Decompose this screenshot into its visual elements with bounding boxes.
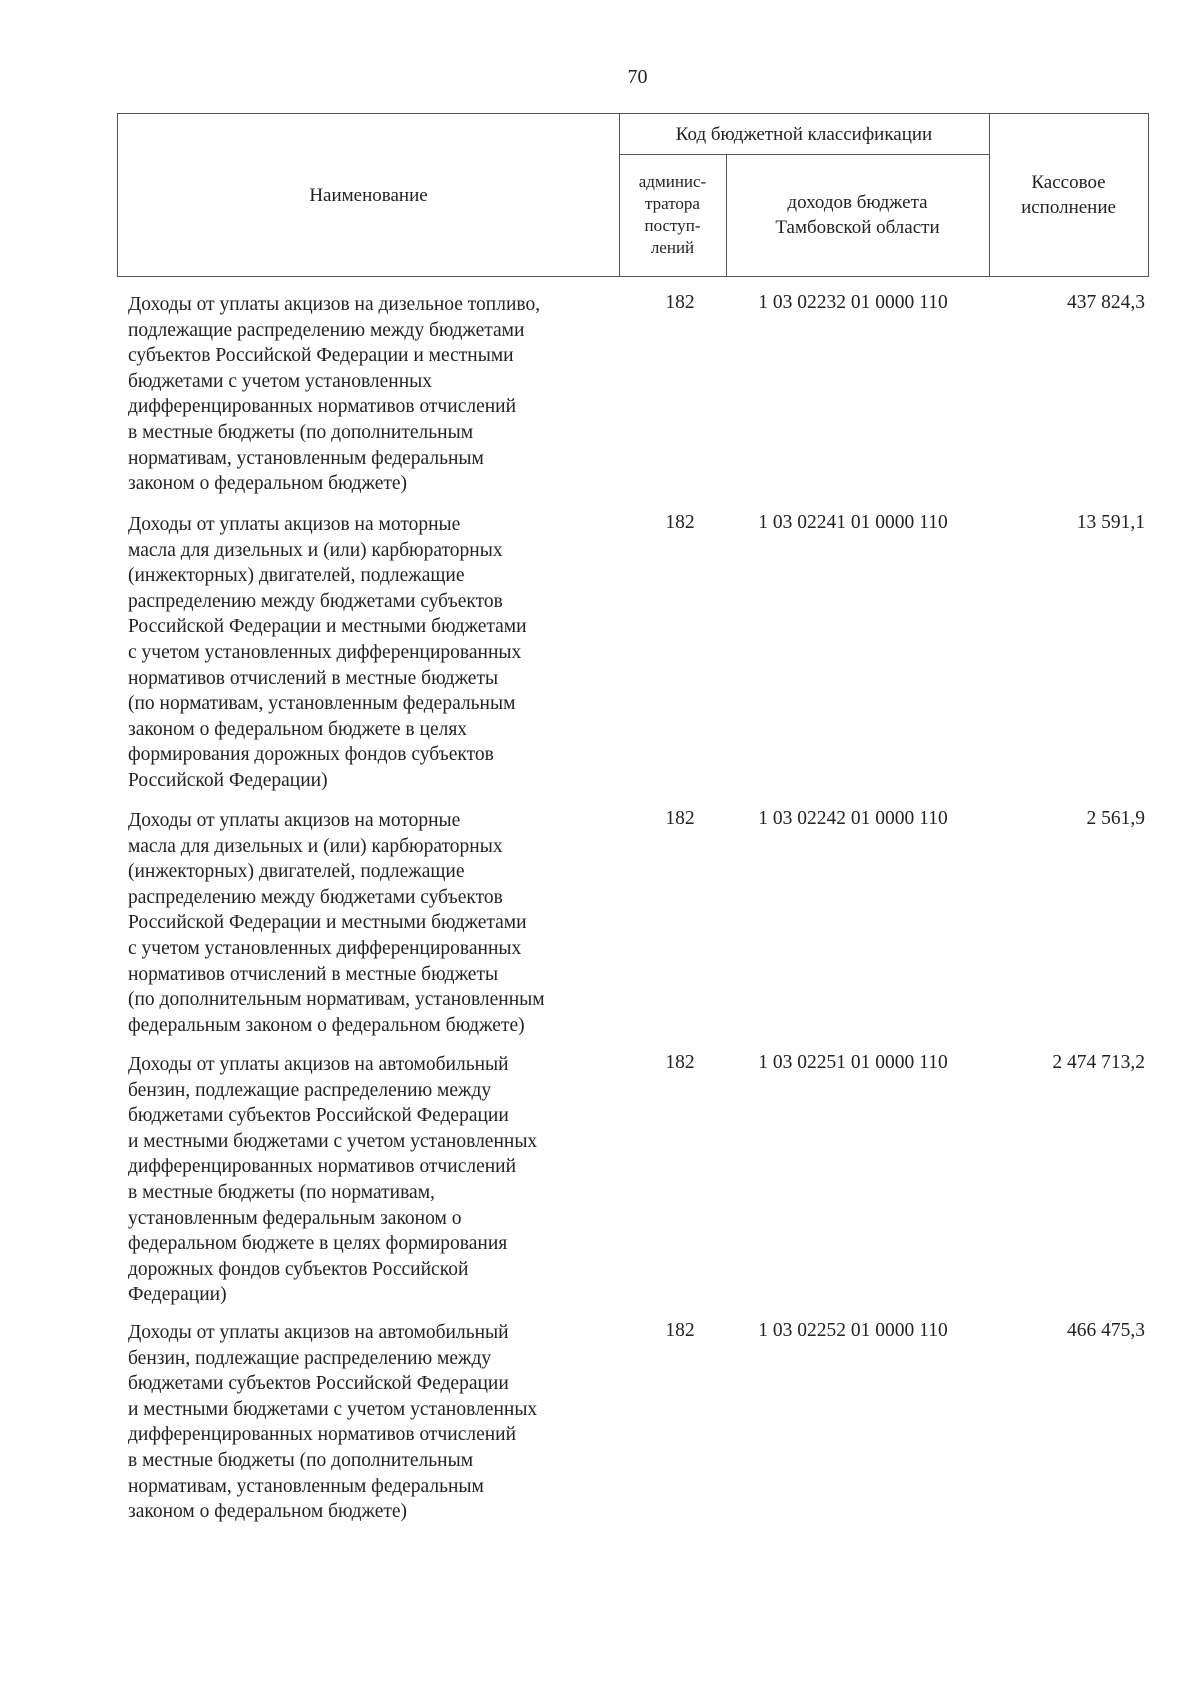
row-amount: 2 561,9 xyxy=(1086,808,1145,829)
page-number: 70 xyxy=(627,66,648,88)
row-name: Доходы от уплаты акцизов на моторные масла для дизельных и (или) карбюраторных (инжекторных) двигателей, подлежащие распределению между бюджетами субъектов Российской Федерации и местными бюджетами с учетом установленных дифференцированных нормативов отчислений в местные бюджеты (по дополнительным нормативам, установленным федеральным законом о федеральном бюджете) xyxy=(128,810,545,1036)
header-administrator: админис- тратора поступ- лений xyxy=(638,172,707,257)
row-admin-code: 182 xyxy=(665,512,695,533)
row-admin-code: 182 xyxy=(665,292,695,313)
header-name: Наименование xyxy=(309,184,428,206)
row-amount: 466 475,3 xyxy=(1067,1320,1145,1341)
row-amount: 437 824,3 xyxy=(1067,292,1145,313)
table-header xyxy=(117,113,1149,277)
row-income-code: 1 03 02251 01 0000 110 xyxy=(758,1052,948,1073)
row-amount: 2 474 713,2 xyxy=(1052,1052,1145,1073)
row-admin-code: 182 xyxy=(665,1052,695,1073)
row-name: Доходы от уплаты акцизов на автомобильный бензин, подлежащие распределению между бюджетами субъектов Российской Федерации и местными бюджетами с учетом установленных дифференцированных нормативов отчислений в местные бюджеты (по нормативам, установленным федеральным законом о федеральном бюджете в целях формирования дорожных фондов субъектов Российской Федерации) xyxy=(128,1054,538,1306)
row-income-code: 1 03 02252 01 0000 110 xyxy=(758,1320,948,1341)
row-name: Доходы от уплаты акцизов на моторные масла для дизельных и (или) карбюраторных (инжекторных) двигателей, подлежащие распределению между бюджетами субъектов Российской Федерации и местными бюджетами с учетом установленных дифференцированных нормативов отчислений в местные бюджеты (по нормативам, установленным федеральным законом о федеральном бюджете в целях формирования дорожных фондов субъектов Российской Федерации) xyxy=(128,514,527,791)
row-name: Доходы от уплаты акцизов на дизельное топливо, подлежащие распределению между бюджетами субъектов Российской Федерации и местными бюджетами с учетом установленных дифференцированных нормативов отчислений в местные бюджеты (по дополнительным нормативам, установленным федеральным законом о федеральном бюджете) xyxy=(128,294,541,495)
row-name: Доходы от уплаты акцизов на автомобильный бензин, подлежащие распределению между бюджетами субъектов Российской Федерации и местными бюджетами с учетом установленных дифференцированных нормативов отчислений в местные бюджеты (по дополнительным нормативам, установленным федеральным законом о федеральном бюджете) xyxy=(128,1322,538,1523)
row-income-code: 1 03 02241 01 0000 110 xyxy=(758,512,948,533)
row-amount: 13 591,1 xyxy=(1076,512,1145,533)
header-income-code: доходов бюджета Тамбовской области xyxy=(775,192,940,238)
row-income-code: 1 03 02232 01 0000 110 xyxy=(758,292,948,313)
header-cash-execution: Кассовое исполнение xyxy=(1021,172,1116,218)
row-admin-code: 182 xyxy=(665,808,695,829)
row-admin-code: 182 xyxy=(665,1320,695,1341)
row-income-code: 1 03 02242 01 0000 110 xyxy=(758,808,948,829)
header-budget-classification: Код бюджетной классификации xyxy=(675,123,933,145)
